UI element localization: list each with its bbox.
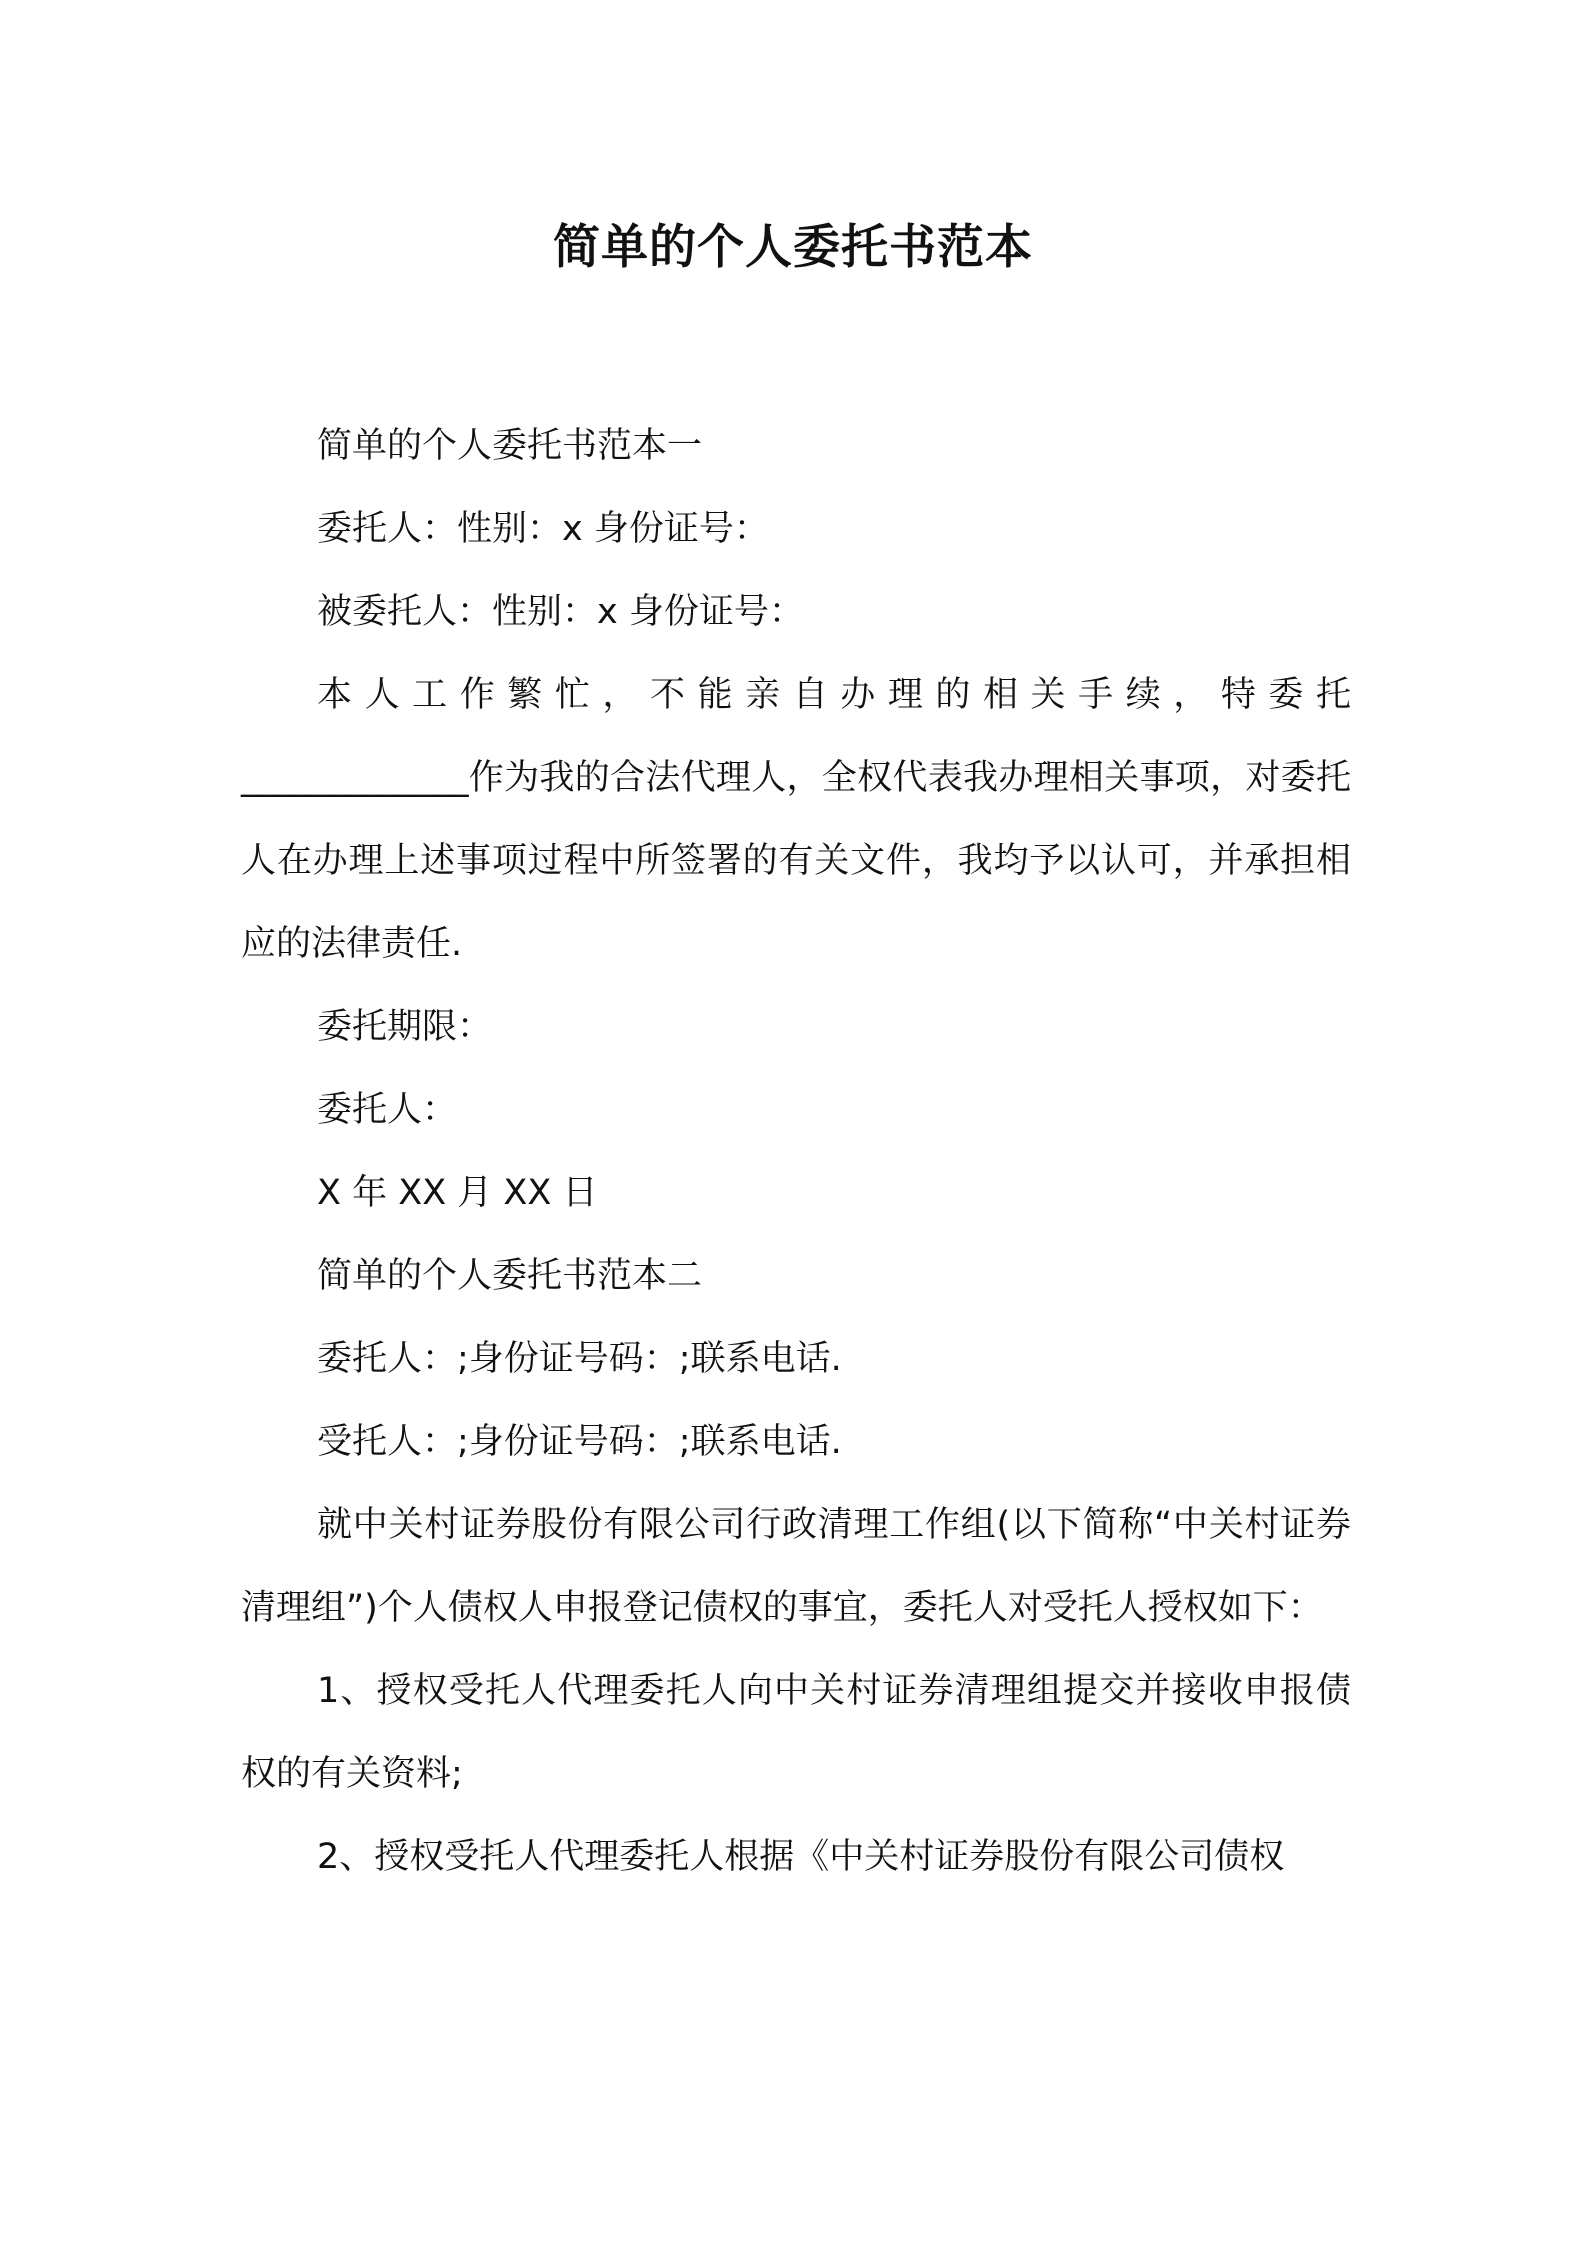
delegation-intro-line: 本人工作繁忙，不能亲自办理的相关手续，特委托 [317,675,1351,715]
document-body [241,405,1351,1899]
principal-info-line: 委托人：性别：x 身份证号： [317,509,769,549]
agent-info-line: 被委托人：性别：x 身份证号： [317,592,804,632]
delegation-period-line: 委托期限： [317,1007,493,1047]
authorization-intro-paragraph: 就中关村证券股份有限公司行政清理工作组(以下简称“中关村证券清理组”)个人债权人申报登记债权的事宜，委托人对受托人授权如下： [241,1505,1351,1628]
document-title: 简单的个人委托书范本 [553,220,1033,275]
section-heading-two: 简单的个人委托书范本二 [317,1256,703,1296]
section-heading-one: 简单的个人委托书范本一 [317,426,703,466]
agent-contact-line: 受托人：;身份证号码：;联系电话. [317,1422,842,1462]
date-line: X 年 XX 月 XX 日 [317,1173,598,1213]
principal-signature-line: 委托人： [317,1090,458,1130]
principal-contact-line: 委托人：;身份证号码：;联系电话. [317,1339,842,1379]
authorization-item-2: 2、授权受托人代理委托人根据《中关村证券股份有限公司债权 [317,1837,1285,1877]
authorization-item-1: 1、授权受托人代理委托人向中关村证券清理组提交并接收申报债权的有关资料; [241,1671,1351,1794]
delegation-paragraph: _____________作为我的合法代理人，全权代表我办理相关事项，对委托人在办理上述事项过程中所签署的有关文件，我均予以认可，并承担相应的法律责任. [241,758,1351,964]
